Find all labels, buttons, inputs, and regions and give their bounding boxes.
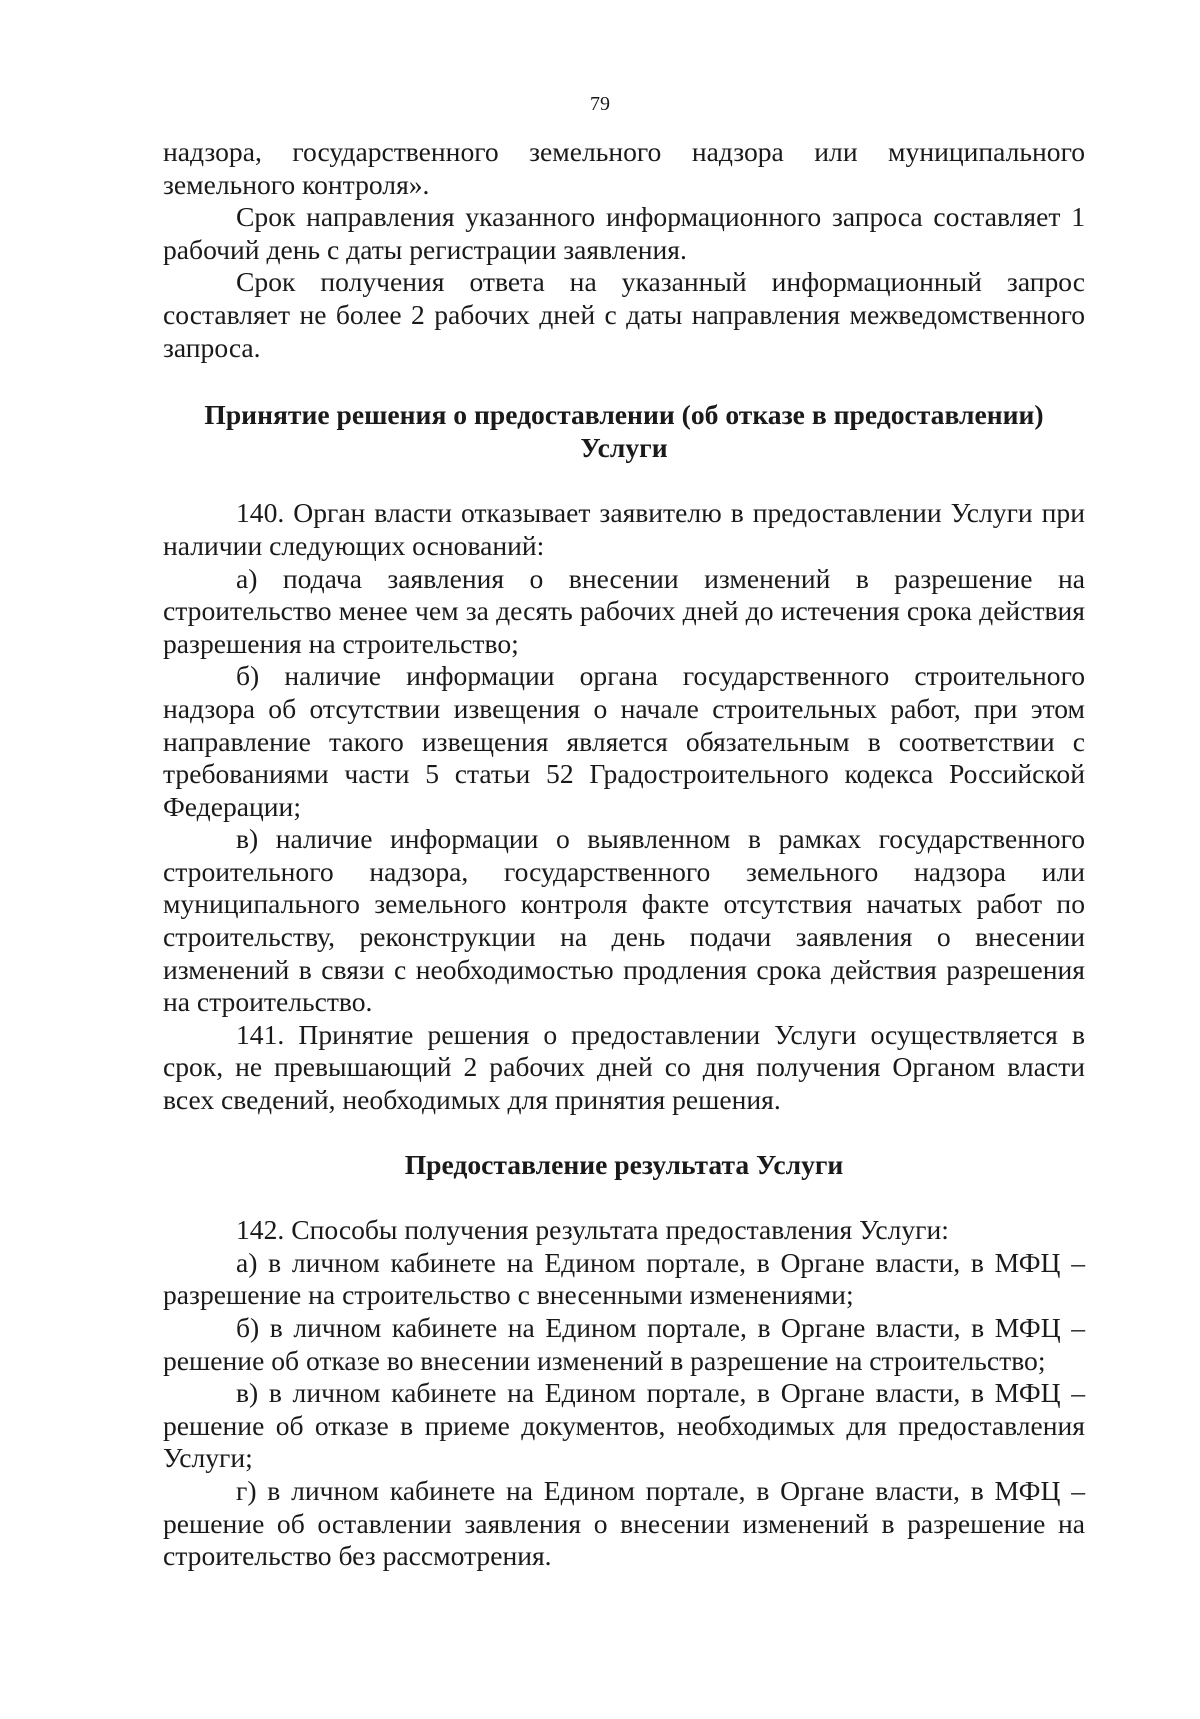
paragraph-continuation: надзора, государственного земельного надзора или муниципального земельного контроля». bbox=[163, 136, 1085, 200]
section-heading-result: Предоставление результата Услуги bbox=[404, 1148, 844, 1180]
page-number: 79 bbox=[590, 93, 610, 115]
paragraph-141: 141. Принятие решения о предоставлении Услуги осуществляется в срок, не превышающий 2 рабочих дней со дня получения Органом власти всех сведений, необходимых для принятия решения. bbox=[163, 1018, 1085, 1116]
list-item-a: а) подача заявления о внесении изменений в разрешение на строительство менее чем за десять рабочих дней до истечения срока действия разрешения на строительство; bbox=[163, 562, 1085, 659]
list-item-a: а) в личном кабинете на Едином портале, в Органе власти, в МФЦ – разрешение на строительство с внесенными изменениями; bbox=[163, 1246, 1085, 1311]
paragraph: Срок получения ответа на указанный информационный запрос составляет не более 2 рабочих дней с даты направления межведомственного запроса. bbox=[163, 266, 1085, 363]
section-heading-line: Услуги bbox=[580, 431, 668, 463]
list-item-v: в) в личном кабинете на Едином портале, в Органе власти, в МФЦ – решение об отказе в приеме документов, необходимых для предоставления Услуги; bbox=[163, 1377, 1085, 1474]
paragraph-140: 140. Орган власти отказывает заявителю в предоставлении Услуги при наличии следующих оснований: bbox=[163, 497, 1085, 561]
section-heading-decision bbox=[163, 399, 1085, 464]
section-heading-line: Принятие решения о предоставлении (об отказе в предоставлении) bbox=[204, 399, 1044, 431]
page-content bbox=[163, 136, 1085, 1573]
list-item-b: б) в личном кабинете на Едином портале, в Органе власти, в МФЦ – решение об отказе во внесении изменений в разрешение на строительство; bbox=[163, 1312, 1085, 1376]
paragraph: Срок направления указанного информационного запроса составляет 1 рабочий день с даты регистрации заявления. bbox=[163, 201, 1085, 265]
list-item-v: в) наличие информации о выявленном в рамках государственного строительного надзора, государственного земельного надзора или муниципального земельного контроля факте отсутствия начатых работ по строительству, реконструкции на день подачи заявления о внесении изменений в связи с необходимостью продления срока действия разрешения на строительство. bbox=[163, 823, 1085, 1018]
list-item-g: г) в личном кабинете на Едином портале, в Органе власти, в МФЦ – решение об оставлении заявления о внесении изменений в разрешение на строительство без рассмотрения. bbox=[163, 1474, 1085, 1572]
paragraph-142: 142. Способы получения результата предоставления Услуги: bbox=[236, 1214, 949, 1246]
list-item-b: б) наличие информации органа государственного строительного надзора об отсутствии извещения о начале строительных работ, при этом направление такого извещения является обязательным в соответствии с требованиями части 5 статьи 52 Градостроительного кодекса Российской Федерации; bbox=[163, 660, 1085, 822]
